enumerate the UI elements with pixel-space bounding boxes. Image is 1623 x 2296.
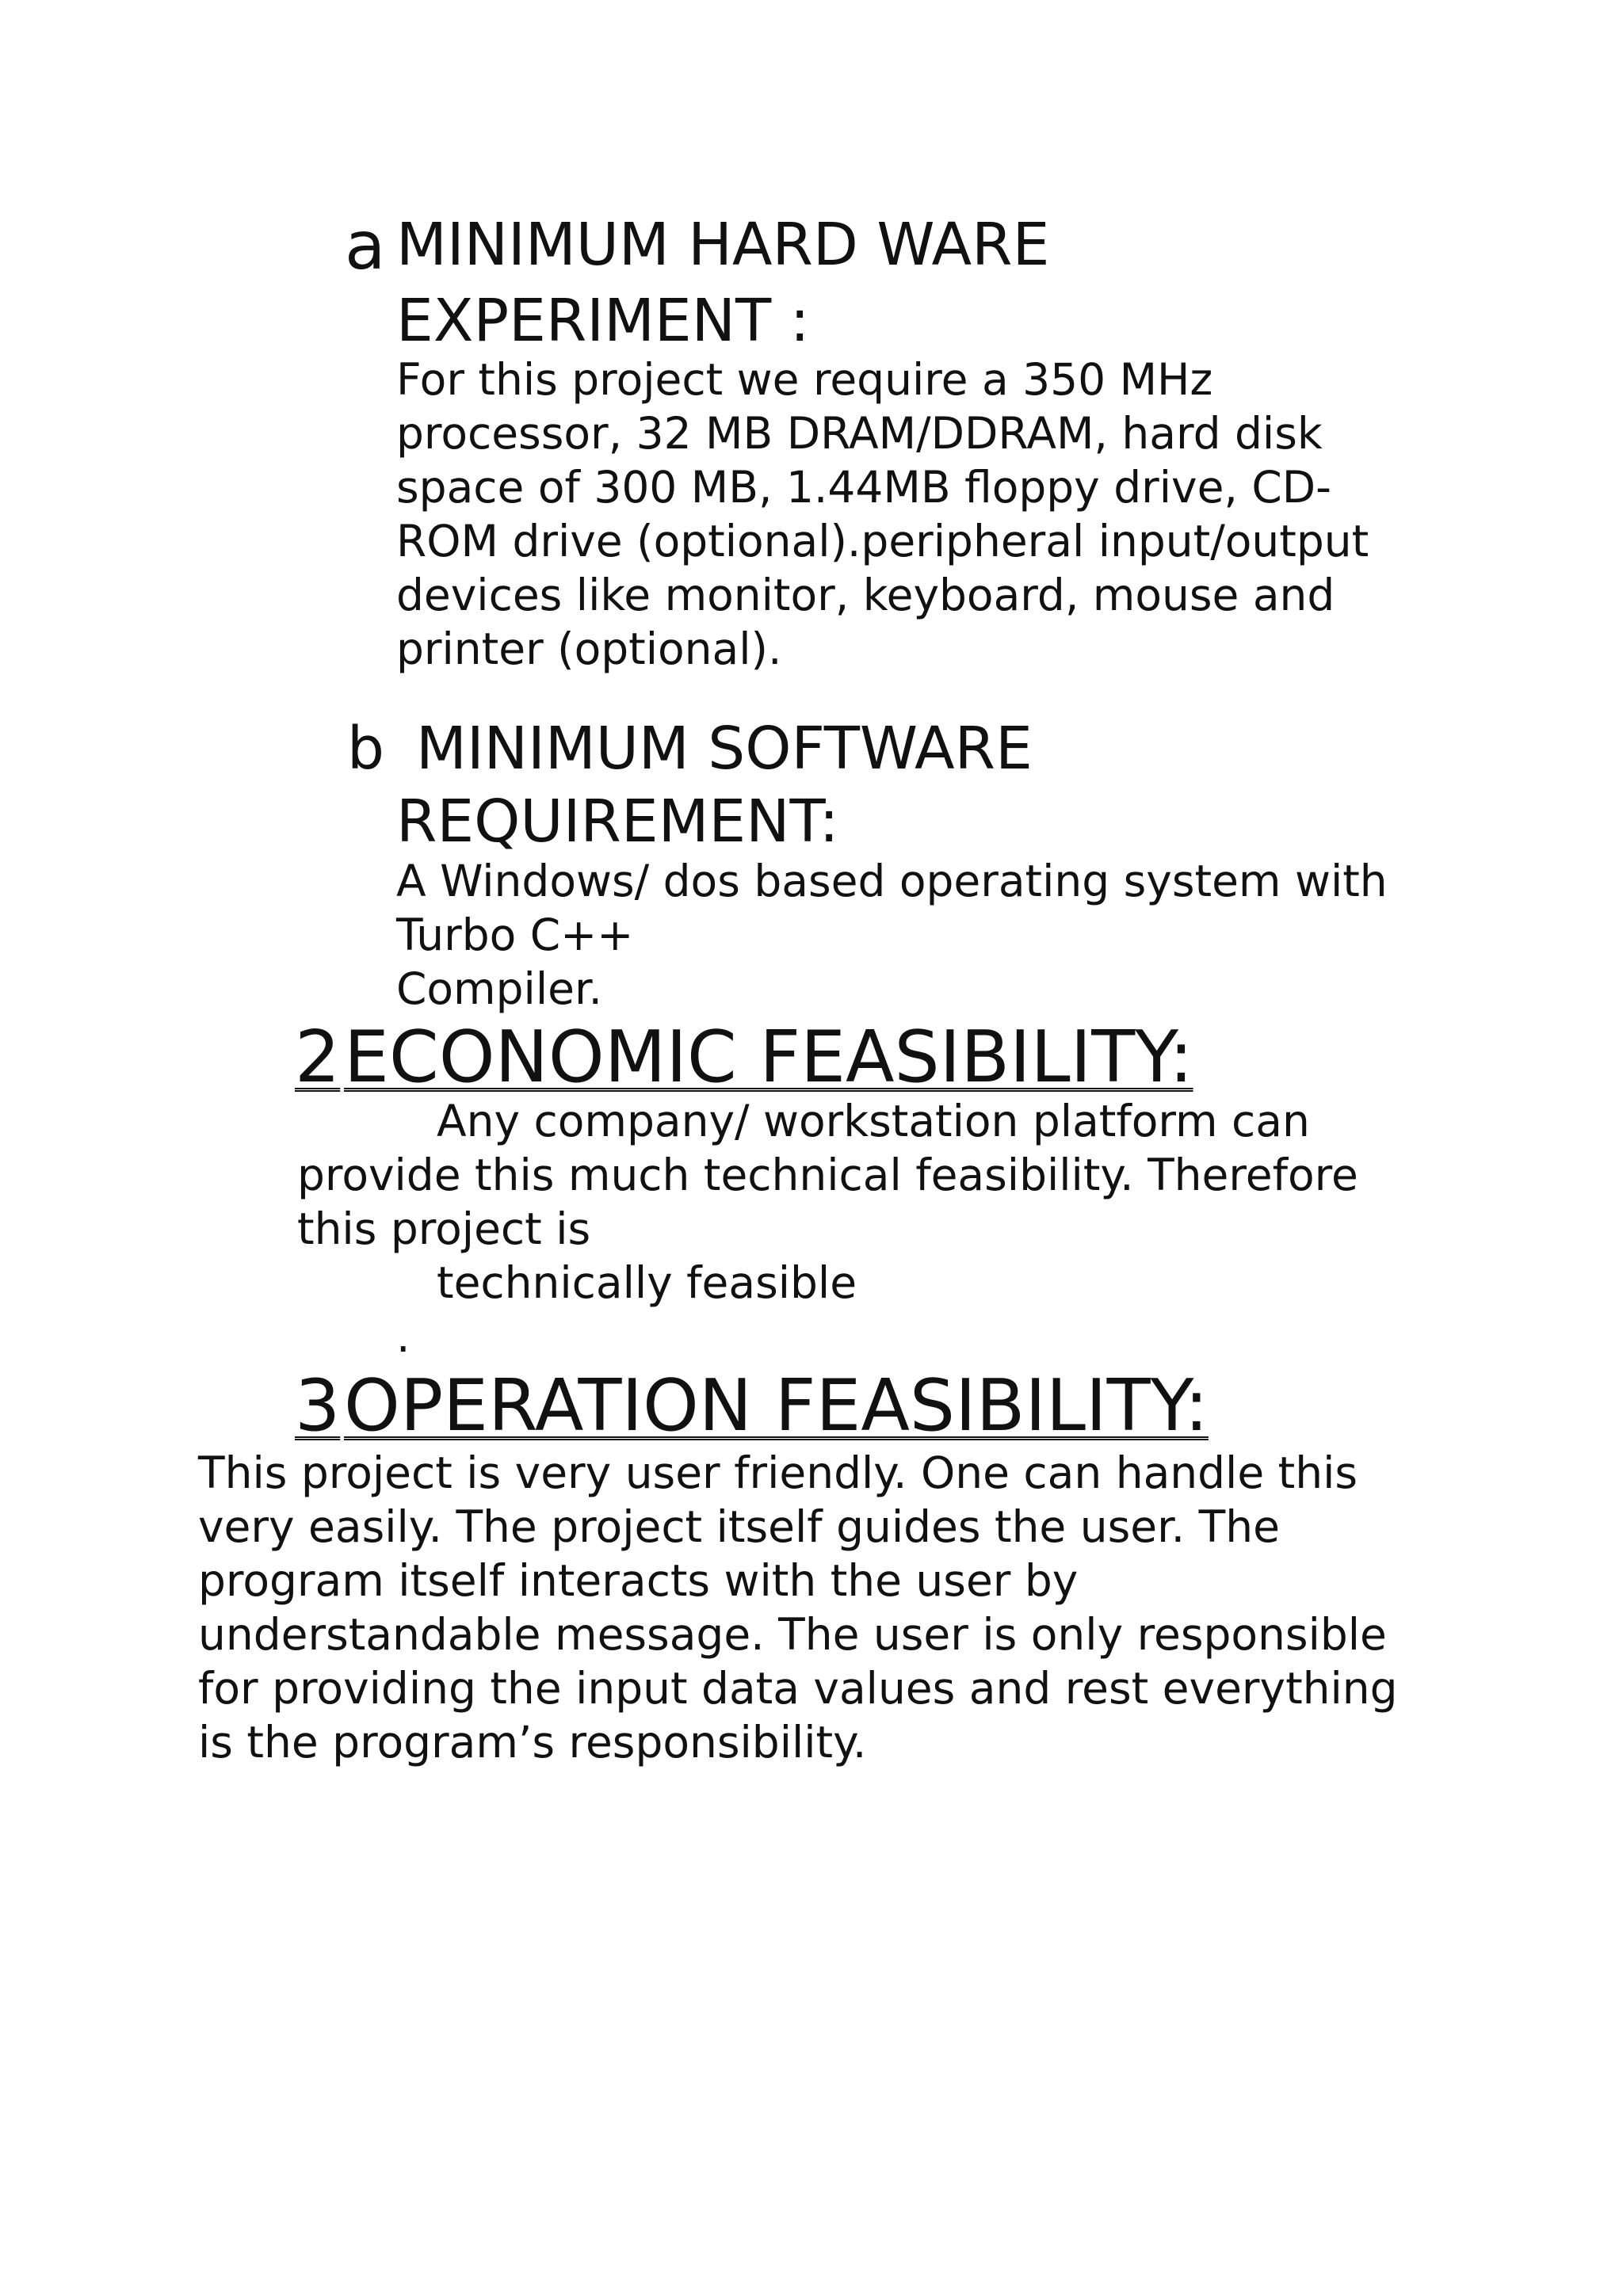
software-title-line1: MINIMUM SOFTWARE xyxy=(416,715,1033,783)
operation-line-4: understandable message. The user is only responsible xyxy=(198,1609,1387,1660)
operation-section-number: 3 xyxy=(295,1364,341,1447)
economic-line-5: . xyxy=(396,1311,411,1362)
software-marker: b xyxy=(347,715,384,783)
operation-line-2: very easily. The project itself guides the user. The xyxy=(198,1501,1280,1552)
hardware-title-line2: EXPERIMENT : xyxy=(396,287,810,355)
operation-line-3: program itself interacts with the user by xyxy=(198,1555,1079,1606)
hardware-title-line1: MINIMUM HARD WARE xyxy=(396,211,1050,279)
economic-line-2: provide this much technical feasibility. Therefore xyxy=(297,1150,1358,1200)
hardware-line-5: devices like monitor, keyboard, mouse and xyxy=(396,570,1335,620)
software-line-2: Turbo C++ xyxy=(396,910,634,960)
software-line-3: Compiler. xyxy=(396,963,602,1014)
economic-line-4: technically feasible xyxy=(437,1257,857,1308)
operation-line-6: is the program’s responsibility. xyxy=(198,1717,867,1768)
software-title-line2: REQUIREMENT: xyxy=(396,788,839,856)
hardware-line-1: For this project we require a 350 MHz xyxy=(396,354,1213,405)
hardware-line-4: ROM drive (optional).peripheral input/output xyxy=(396,516,1369,566)
economic-line-3: this project is xyxy=(297,1203,591,1254)
hardware-marker: a xyxy=(345,207,386,284)
economic-section-number: 2 xyxy=(295,1016,341,1099)
hardware-line-3: space of 300 MB, 1.44MB floppy drive, CD- xyxy=(396,462,1331,513)
operation-section-title: OPERATION FEASIBILITY: xyxy=(344,1364,1209,1447)
economic-line-1: Any company/ workstation platform can xyxy=(437,1096,1310,1146)
economic-section-title: ECONOMIC FEASIBILITY: xyxy=(344,1016,1193,1099)
software-line-1: A Windows/ dos based operating system with xyxy=(396,856,1388,906)
operation-line-5: for providing the input data values and rest everything xyxy=(198,1663,1398,1714)
operation-line-1: This project is very user friendly. One can handle this xyxy=(198,1447,1358,1498)
hardware-line-2: processor, 32 MB DRAM/DDRAM, hard disk xyxy=(396,408,1323,459)
hardware-line-6: printer (optional). xyxy=(396,624,782,674)
